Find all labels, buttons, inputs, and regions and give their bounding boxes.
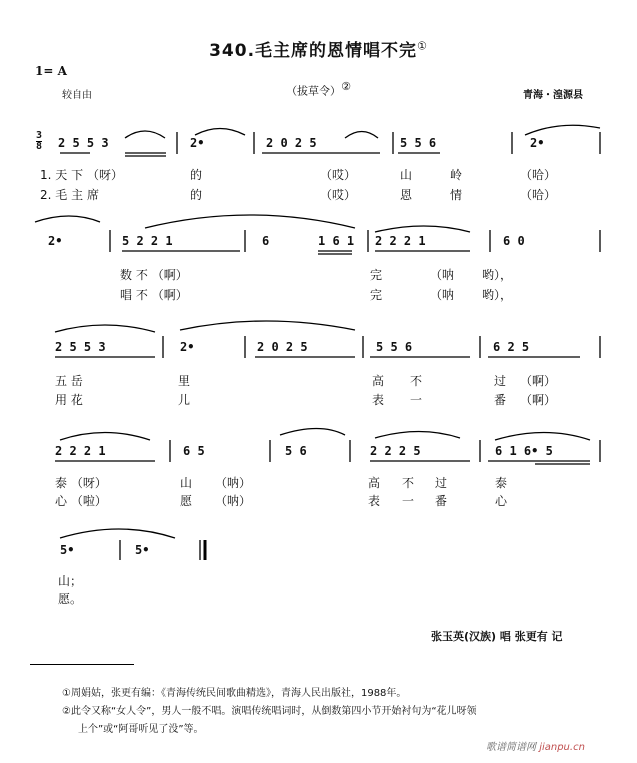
footnote: 上个”或“阿哥听见了没”等。	[78, 724, 204, 735]
measure-note: 5•	[135, 543, 150, 557]
measure-note: 2 0 2 5	[257, 340, 308, 354]
measure-note: 5 5 6	[400, 136, 437, 150]
measure-note: 2•	[180, 340, 195, 354]
key-signature: 1= A	[35, 64, 67, 78]
lyric-word: （呐）	[215, 494, 252, 508]
lyric-word: （呐）	[215, 476, 252, 490]
measure-note: 2 5 5 3	[55, 340, 106, 354]
measure-note: 5 5 6	[376, 340, 413, 354]
lyric-word: 愿。	[58, 592, 83, 606]
lyric-word: 儿	[178, 393, 191, 407]
lyric-line	[40, 166, 123, 183]
lyric-word: 不	[410, 374, 423, 388]
lyric-word: 过	[494, 374, 507, 388]
lyric-line	[40, 186, 99, 203]
measure-note: 2•	[48, 234, 63, 248]
lyric-word: （哎）	[320, 168, 357, 182]
lyric-word: 岳	[70, 374, 83, 388]
lyric-word: 心	[55, 494, 68, 508]
lyric-word: （哈）	[520, 188, 557, 202]
lyric-word: 的	[190, 168, 203, 182]
lyric-word: 山	[400, 168, 413, 182]
measure-note: 6 1 6• 5	[495, 444, 553, 458]
measure-note: 2•	[190, 136, 205, 150]
measure-note: 5 2 2 1	[122, 234, 173, 248]
lyric-word: （呀）	[70, 476, 107, 490]
lyric-line	[120, 286, 188, 303]
footnote: ②此令又称“女人令”，男人一般不唱。演唱传统唱词时，从倒数第四小节开始衬句为“花儿呀领	[62, 706, 477, 717]
lyric-word: 数	[120, 268, 133, 282]
lyric-word: 愿	[180, 494, 193, 508]
lyric-word: 唱	[120, 288, 133, 302]
lyric-word: （啊）	[520, 374, 557, 388]
measure-note: 6 5	[183, 444, 205, 458]
footnote-divider	[30, 664, 134, 665]
time-signature	[36, 131, 42, 152]
lyric-word: 主	[71, 188, 84, 202]
lyric-word: 完	[370, 268, 383, 282]
lyric-word: 情	[450, 188, 463, 202]
title-footnote-mark: ①	[417, 39, 428, 53]
region-label: 青海・湟源县	[523, 90, 583, 101]
lyric-word: 的	[190, 188, 203, 202]
lyric-word: （啊）	[151, 268, 188, 282]
measure-note: 2 0 2 5	[266, 136, 317, 150]
lyric-word: （呀）	[86, 168, 123, 182]
lyric-word: 岭	[450, 168, 463, 182]
lyric-word: 完	[370, 288, 383, 302]
lyric-word: 席	[86, 188, 99, 202]
lyric-word: 哟），	[482, 288, 513, 302]
lyric-word: （呐	[430, 288, 455, 302]
measure-note: 5 6	[285, 444, 307, 458]
lyric-word: （啊）	[520, 393, 557, 407]
measure-note: 2•	[530, 136, 545, 150]
lyric-word: 天	[55, 168, 68, 182]
lyric-word: 不	[135, 268, 148, 282]
lyric-line	[55, 492, 107, 509]
lyric-word: 山；	[58, 574, 83, 588]
performer-credit: 张玉英(汉族) 唱 张更有 记	[431, 630, 563, 643]
measure-note: 2 2 2 1	[55, 444, 106, 458]
lyric-word: 不	[402, 476, 415, 490]
subtitle-footnote-mark: ②	[341, 80, 351, 93]
measure-note: 6 2 5	[493, 340, 530, 354]
lyric-word: （哎）	[320, 188, 357, 202]
lyric-word: 毛	[55, 188, 68, 202]
lyric-line	[120, 266, 188, 283]
lyric-word: 高	[368, 476, 381, 490]
subtitle-text: （拔草令）	[286, 84, 342, 98]
lyric-word: 哟），	[482, 268, 513, 282]
lyric-word: 过	[435, 476, 448, 490]
lyric-line	[55, 391, 83, 408]
lyric-word: （啦）	[70, 494, 107, 508]
measure-note: 5•	[60, 543, 75, 557]
lyric-word: 泰	[495, 476, 508, 490]
lyric-word: （啊）	[151, 288, 188, 302]
lyric-word: （呐	[430, 268, 455, 282]
measure-note: 2 2 2 5	[370, 444, 421, 458]
lyric-word: 花	[70, 393, 83, 407]
lyric-word: 恩	[400, 188, 413, 202]
title-text: 340.毛主席的恩情唱不完	[209, 41, 418, 61]
watermark-domain: jianpu.cn	[539, 742, 585, 753]
measure-note: 2 2 2 1	[375, 234, 426, 248]
time-sig-numerator: 3	[36, 130, 43, 141]
lyric-word: 五	[55, 374, 68, 388]
lyric-word: 泰	[55, 476, 68, 490]
lyric-word: 不	[135, 288, 148, 302]
watermark	[486, 738, 585, 753]
footnote: ①周娟姑，张更有编：《青海传统民间歌曲精选》，青海人民出版社，1988年。	[62, 688, 407, 699]
verse-number: 1.	[40, 168, 52, 182]
time-sig-denominator: 8	[36, 141, 43, 152]
lyric-word: 高	[372, 374, 385, 388]
measure-note: 6 0	[503, 234, 525, 248]
lyric-word: 表	[372, 393, 385, 407]
verse-number: 2.	[40, 188, 52, 202]
lyric-word: 表	[368, 494, 381, 508]
lyric-word: 用	[55, 393, 68, 407]
measure-note: 1 6 1	[318, 234, 355, 248]
lyric-word: 里	[178, 374, 191, 388]
lyric-word: 下	[71, 168, 84, 182]
lyric-word: 心	[495, 494, 508, 508]
lyric-word: 一	[410, 393, 423, 407]
tempo-marking: 较自由	[62, 90, 92, 101]
lyric-word: 番	[435, 494, 448, 508]
lyric-word: 山	[180, 476, 193, 490]
lyric-line	[55, 372, 83, 389]
measure-note: 2 5 5 3	[58, 136, 109, 150]
lyric-word: 番	[494, 393, 507, 407]
lyric-word: （哈）	[520, 168, 557, 182]
lyric-line	[55, 474, 107, 491]
measure-note: 6	[262, 234, 270, 248]
lyric-word: 一	[402, 494, 415, 508]
watermark-site-name: 歌谱简谱网	[486, 742, 536, 753]
